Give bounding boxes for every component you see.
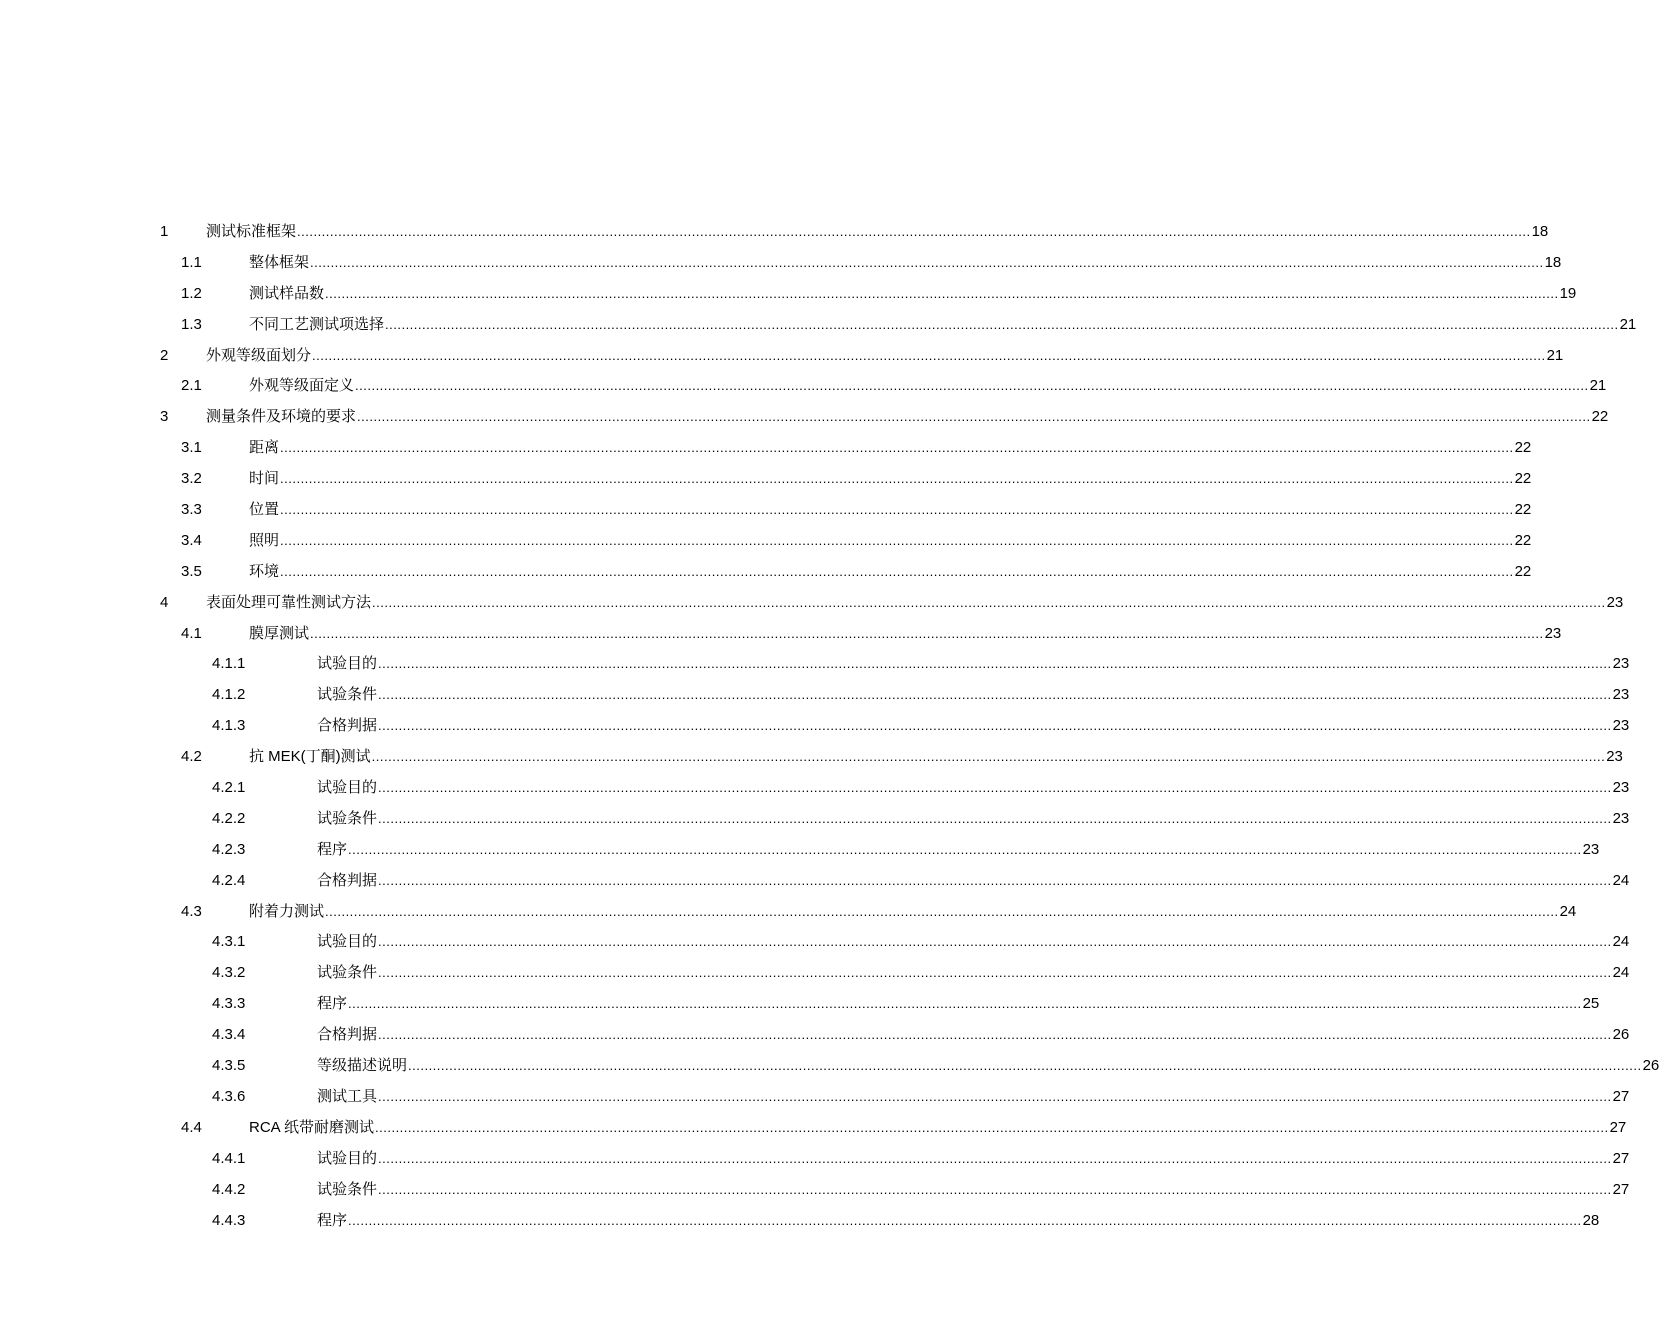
toc-entry-page-number: 23 [1606, 593, 1624, 611]
toc-dot-leader: ............................................................................................................................................................................................................................................................................................................ [375, 1119, 1609, 1135]
toc-dot-leader: ............................................................................................................................................................................................................................................................................................................ [357, 409, 1591, 425]
toc-dot-leader: ............................................................................................................................................................................................................................................................................................................ [385, 316, 1619, 332]
toc-entry-title[interactable]: 外观等级面划分 [206, 346, 312, 364]
toc-entry-line [317, 711, 1630, 742]
toc-entry-3-1[interactable] [0, 433, 1532, 464]
toc-entry-number: 4.4 [181, 1118, 202, 1136]
toc-entry-2-1[interactable] [0, 371, 1607, 402]
toc-entry-page-number: 21 [1546, 346, 1564, 364]
toc-dot-leader: ............................................................................................................................................................................................................................................................................................................ [348, 996, 1582, 1012]
toc-entry-line [206, 341, 1564, 372]
toc-entry-title[interactable]: 抗 MEK(丁酮)测试 [249, 748, 371, 766]
toc-dot-leader: ............................................................................................................................................................................................................................................................................................................ [280, 563, 1514, 579]
toc-entry-1-3[interactable] [0, 310, 1637, 341]
toc-dot-leader: ............................................................................................................................................................................................................................................................................................................ [378, 780, 1612, 796]
toc-entry-page-number: 21 [1589, 377, 1607, 395]
toc-entry-line [317, 649, 1630, 680]
toc-entry-number: 3.5 [181, 562, 202, 580]
toc-entry-line [206, 402, 1609, 433]
toc-entry-title[interactable]: 附着力测试 [249, 902, 325, 920]
toc-entry-line [249, 495, 1532, 526]
toc-entry-title[interactable]: 测试标准框架 [206, 223, 297, 240]
toc-dot-leader: ............................................................................................................................................................................................................................................................................................................ [372, 594, 1606, 610]
toc-entry-line [249, 279, 1577, 310]
toc-entry-1[interactable] [0, 217, 1549, 248]
toc-entry-page-number: 24 [1612, 871, 1630, 889]
toc-entry-page-number: 23 [1612, 779, 1630, 797]
toc-entry-title[interactable]: 时间 [249, 470, 280, 488]
toc-dot-leader: ............................................................................................................................................................................................................................................................................................................ [378, 718, 1612, 734]
toc-entry-number: 4 [160, 593, 169, 611]
toc-entry-line [317, 804, 1630, 835]
toc-entry-title[interactable]: 测试样品数 [249, 284, 325, 302]
toc-dot-leader: ............................................................................................................................................................................................................................................................................................................ [348, 1212, 1582, 1228]
toc-entry-page-number: 27 [1612, 1180, 1630, 1198]
toc-entry-page-number: 27 [1609, 1118, 1627, 1136]
toc-entry-line [249, 557, 1532, 588]
toc-entry-title[interactable]: 膜厚测试 [249, 624, 310, 642]
toc-entry-3-4[interactable] [0, 526, 1532, 557]
toc-entry-title[interactable]: 外观等级面定义 [249, 377, 355, 395]
toc-entry-number: 4.1.1 [212, 655, 246, 673]
toc-dot-leader: ............................................................................................................................................................................................................................................................................................................ [355, 378, 1589, 394]
toc-entry-title[interactable]: 位置 [249, 501, 280, 519]
toc-entry-line [206, 588, 1624, 619]
toc-entry-page-number: 26 [1612, 1026, 1630, 1044]
toc-entry-line [317, 773, 1630, 804]
toc-dot-leader: ............................................................................................................................................................................................................................................................................................................ [280, 471, 1514, 487]
toc-entry-page-number: 23 [1612, 809, 1630, 827]
toc-entry-page-number: 23 [1582, 840, 1600, 858]
toc-entry-line [249, 248, 1562, 279]
toc-entry-page-number: 25 [1582, 995, 1600, 1013]
toc-entry-line [317, 835, 1600, 866]
toc-entry-line [317, 958, 1630, 989]
toc-entry-title[interactable]: 测量条件及环境的要求 [206, 408, 357, 426]
toc-entry-number: 3.4 [181, 531, 202, 549]
toc-entry-page-number: 26 [1642, 1057, 1659, 1075]
toc-entry-title[interactable]: 等级描述说明 [317, 1057, 408, 1075]
toc-entry-page-number: 27 [1612, 1149, 1630, 1167]
toc-entry-1-2[interactable] [0, 279, 1577, 310]
toc-entry-number: 4.1.3 [212, 717, 246, 735]
toc-entry-line [249, 742, 1623, 773]
toc-dot-leader: ............................................................................................................................................................................................................................................................................................................ [325, 285, 1559, 301]
toc-entry-line [249, 897, 1577, 928]
toc-entry-number: 4.3 [181, 902, 202, 920]
toc-dot-leader: ............................................................................................................................................................................................................................................................................................................ [378, 687, 1612, 703]
toc-dot-leader: ............................................................................................................................................................................................................................................................................................................ [378, 1027, 1612, 1043]
toc-entry-page-number: 23 [1612, 686, 1630, 704]
toc-entry-title[interactable]: 试验目的 [317, 655, 378, 673]
toc-entry-4-1[interactable] [0, 619, 1562, 650]
toc-entry-line [317, 1144, 1630, 1175]
toc-dot-leader: ............................................................................................................................................................................................................................................................................................................ [378, 934, 1612, 950]
toc-entry-page-number: 28 [1582, 1211, 1600, 1229]
toc-dot-leader: ............................................................................................................................................................................................................................................................................................................ [280, 532, 1514, 548]
toc-entry-number: 4.2.2 [212, 809, 246, 827]
toc-entry-number: 1 [160, 223, 169, 240]
toc-entry-line [249, 310, 1637, 341]
toc-entry-title[interactable]: 试验条件 [317, 964, 378, 982]
toc-entry-4-4-1[interactable] [0, 1144, 1630, 1175]
toc-entry-line [249, 619, 1562, 650]
toc-entry-title[interactable]: 表面处理可靠性测试方法 [206, 593, 372, 611]
toc-entry-title[interactable]: 试验条件 [317, 686, 378, 704]
toc-entry-3[interactable] [0, 402, 1609, 433]
toc-entry-title[interactable]: 合格判据 [317, 871, 378, 889]
toc-entry-line [317, 866, 1630, 897]
toc-entry-number: 3.3 [181, 501, 202, 519]
toc-entry-4-2-2[interactable] [0, 804, 1630, 835]
toc-entry-number: 4.2 [181, 748, 202, 766]
toc-entry-line [317, 1051, 1659, 1082]
toc-entry-page-number: 23 [1544, 624, 1562, 642]
toc-entry-line [317, 680, 1630, 711]
toc-dot-leader: ............................................................................................................................................................................................................................................................................................................ [378, 872, 1612, 888]
table-of-contents [0, 217, 1659, 1236]
toc-entry-page-number: 27 [1612, 1087, 1630, 1105]
toc-entry-number: 1.1 [181, 253, 202, 271]
toc-entry-1-1[interactable] [0, 248, 1562, 279]
toc-entry-4-1-3[interactable] [0, 711, 1630, 742]
toc-entry-title[interactable]: 整体框架 [249, 253, 310, 271]
toc-entry-4-4-2[interactable] [0, 1175, 1630, 1206]
toc-entry-number: 1.2 [181, 284, 202, 302]
toc-entry-number: 4.4.1 [212, 1149, 246, 1167]
toc-entry-number: 4.2.1 [212, 779, 246, 797]
toc-entry-line [249, 371, 1607, 402]
toc-dot-leader: ............................................................................................................................................................................................................................................................................................................ [378, 810, 1612, 826]
toc-entry-title[interactable]: 合格判据 [317, 1026, 378, 1044]
toc-entry-3-2[interactable] [0, 464, 1532, 495]
toc-entry-number: 2 [160, 346, 169, 364]
toc-entry-number: 4.1.2 [212, 686, 246, 704]
toc-entry-title[interactable]: 试验目的 [317, 779, 378, 797]
toc-entry-line [317, 1020, 1630, 1051]
toc-entry-line [206, 217, 1549, 248]
toc-entry-4-3-1[interactable] [0, 927, 1630, 958]
toc-entry-page-number: 22 [1591, 408, 1609, 426]
toc-entry-title[interactable]: 不同工艺测试项选择 [249, 315, 385, 333]
toc-entry-4-3-4[interactable] [0, 1020, 1630, 1051]
toc-entry-line [317, 1206, 1600, 1237]
toc-entry-title[interactable]: 照明 [249, 531, 280, 549]
toc-entry-title[interactable]: 试验目的 [317, 1149, 378, 1167]
toc-entry-2[interactable] [0, 341, 1564, 372]
toc-entry-page-number: 24 [1559, 902, 1577, 920]
toc-entry-number: 2.1 [181, 377, 202, 395]
toc-entry-page-number: 22 [1514, 501, 1532, 519]
toc-dot-leader: ............................................................................................................................................................................................................................................................................................................ [310, 625, 1544, 641]
toc-entry-4-3-5[interactable] [0, 1051, 1659, 1082]
toc-entry-line [317, 1082, 1630, 1113]
toc-entry-number: 4.4.2 [212, 1180, 246, 1198]
toc-entry-page-number: 24 [1612, 964, 1630, 982]
toc-entry-4-3-6[interactable] [0, 1082, 1630, 1113]
toc-entry-title[interactable]: 试验条件 [317, 1180, 378, 1198]
toc-dot-leader: ............................................................................................................................................................................................................................................................................................................ [312, 347, 1546, 363]
toc-entry-title[interactable]: 距离 [249, 439, 280, 457]
toc-entry-line [249, 526, 1532, 557]
toc-dot-leader: ............................................................................................................................................................................................................................................................................................................ [378, 656, 1612, 672]
toc-entry-3-3[interactable] [0, 495, 1532, 526]
toc-entry-number: 4.1 [181, 624, 202, 642]
toc-entry-4-3[interactable] [0, 897, 1577, 928]
toc-entry-4-2-3[interactable] [0, 835, 1600, 866]
toc-entry-number: 3.2 [181, 470, 202, 488]
toc-dot-leader: ............................................................................................................................................................................................................................................................................................................ [378, 965, 1612, 981]
toc-entry-page-number: 24 [1612, 933, 1630, 951]
toc-entry-3-5[interactable] [0, 557, 1532, 588]
toc-entry-number: 4.3.5 [212, 1057, 246, 1075]
toc-entry-page-number: 22 [1514, 439, 1532, 457]
toc-dot-leader: ............................................................................................................................................................................................................................................................................................................ [378, 1088, 1612, 1104]
toc-entry-4-1-2[interactable] [0, 680, 1630, 711]
toc-entry-page-number: 18 [1544, 253, 1562, 271]
toc-dot-leader: ............................................................................................................................................................................................................................................................................................................ [325, 903, 1559, 919]
toc-entry-title[interactable]: RCA 纸带耐磨测试 [249, 1118, 375, 1136]
toc-dot-leader: ............................................................................................................................................................................................................................................................................................................ [408, 1058, 1642, 1074]
toc-entry-4-2-1[interactable] [0, 773, 1630, 804]
toc-entry-4-1-1[interactable] [0, 649, 1630, 680]
toc-entry-4-3-3[interactable] [0, 989, 1600, 1020]
toc-entry-title[interactable]: 测试工具 [317, 1087, 378, 1105]
toc-entry-title[interactable]: 程序 [317, 840, 348, 858]
toc-entry-page-number: 22 [1514, 562, 1532, 580]
toc-dot-leader: ............................................................................................................................................................................................................................................................................................................ [371, 749, 1606, 765]
toc-entry-title[interactable]: 合格判据 [317, 717, 378, 735]
toc-entry-number: 4.3.3 [212, 995, 246, 1013]
toc-entry-page-number: 19 [1559, 284, 1577, 302]
toc-entry-line [249, 433, 1532, 464]
toc-dot-leader: ............................................................................................................................................................................................................................................................................................................ [378, 1150, 1612, 1166]
toc-entry-4-3-2[interactable] [0, 958, 1630, 989]
toc-entry-title[interactable]: 程序 [317, 995, 348, 1013]
toc-entry-number: 1.3 [181, 315, 202, 333]
toc-entry-page-number: 18 [1531, 223, 1549, 240]
toc-dot-leader: ............................................................................................................................................................................................................................................................................................................ [280, 502, 1514, 518]
toc-entry-page-number: 23 [1612, 655, 1630, 673]
toc-entry-title[interactable]: 试验目的 [317, 933, 378, 951]
toc-entry-4-2-4[interactable] [0, 866, 1630, 897]
toc-entry-line [249, 464, 1532, 495]
toc-entry-line [317, 927, 1630, 958]
toc-entry-page-number: 22 [1514, 531, 1532, 549]
toc-dot-leader: ............................................................................................................................................................................................................................................................................................................ [297, 224, 1531, 239]
toc-entry-number: 4.4.3 [212, 1211, 246, 1229]
toc-entry-title[interactable]: 环境 [249, 562, 280, 580]
toc-entry-line [317, 1175, 1630, 1206]
toc-entry-page-number: 23 [1612, 717, 1630, 735]
toc-entry-number: 4.3.4 [212, 1026, 246, 1044]
toc-entry-number: 4.3.2 [212, 964, 246, 982]
toc-entry-number: 3 [160, 408, 169, 426]
toc-entry-number: 4.2.3 [212, 840, 246, 858]
toc-dot-leader: ............................................................................................................................................................................................................................................................................................................ [348, 841, 1582, 857]
toc-entry-title[interactable]: 试验条件 [317, 809, 378, 827]
toc-entry-4-2[interactable] [0, 742, 1623, 773]
toc-dot-leader: ............................................................................................................................................................................................................................................................................................................ [310, 254, 1544, 270]
toc-entry-page-number: 22 [1514, 470, 1532, 488]
toc-entry-line [317, 989, 1600, 1020]
toc-entry-page-number: 23 [1606, 748, 1623, 766]
toc-entry-line [249, 1113, 1627, 1144]
toc-entry-number: 4.3.1 [212, 933, 246, 951]
toc-entry-4[interactable] [0, 588, 1624, 619]
toc-dot-leader: ............................................................................................................................................................................................................................................................................................................ [280, 440, 1514, 456]
toc-entry-number: 3.1 [181, 439, 202, 457]
toc-entry-number: 4.3.6 [212, 1087, 246, 1105]
toc-entry-4-4-3[interactable] [0, 1206, 1600, 1237]
toc-entry-number: 4.2.4 [212, 871, 246, 889]
toc-entry-4-4[interactable] [0, 1113, 1627, 1144]
toc-entry-title[interactable]: 程序 [317, 1211, 348, 1229]
toc-entry-page-number: 21 [1619, 315, 1637, 333]
toc-dot-leader: ............................................................................................................................................................................................................................................................................................................ [378, 1181, 1612, 1197]
